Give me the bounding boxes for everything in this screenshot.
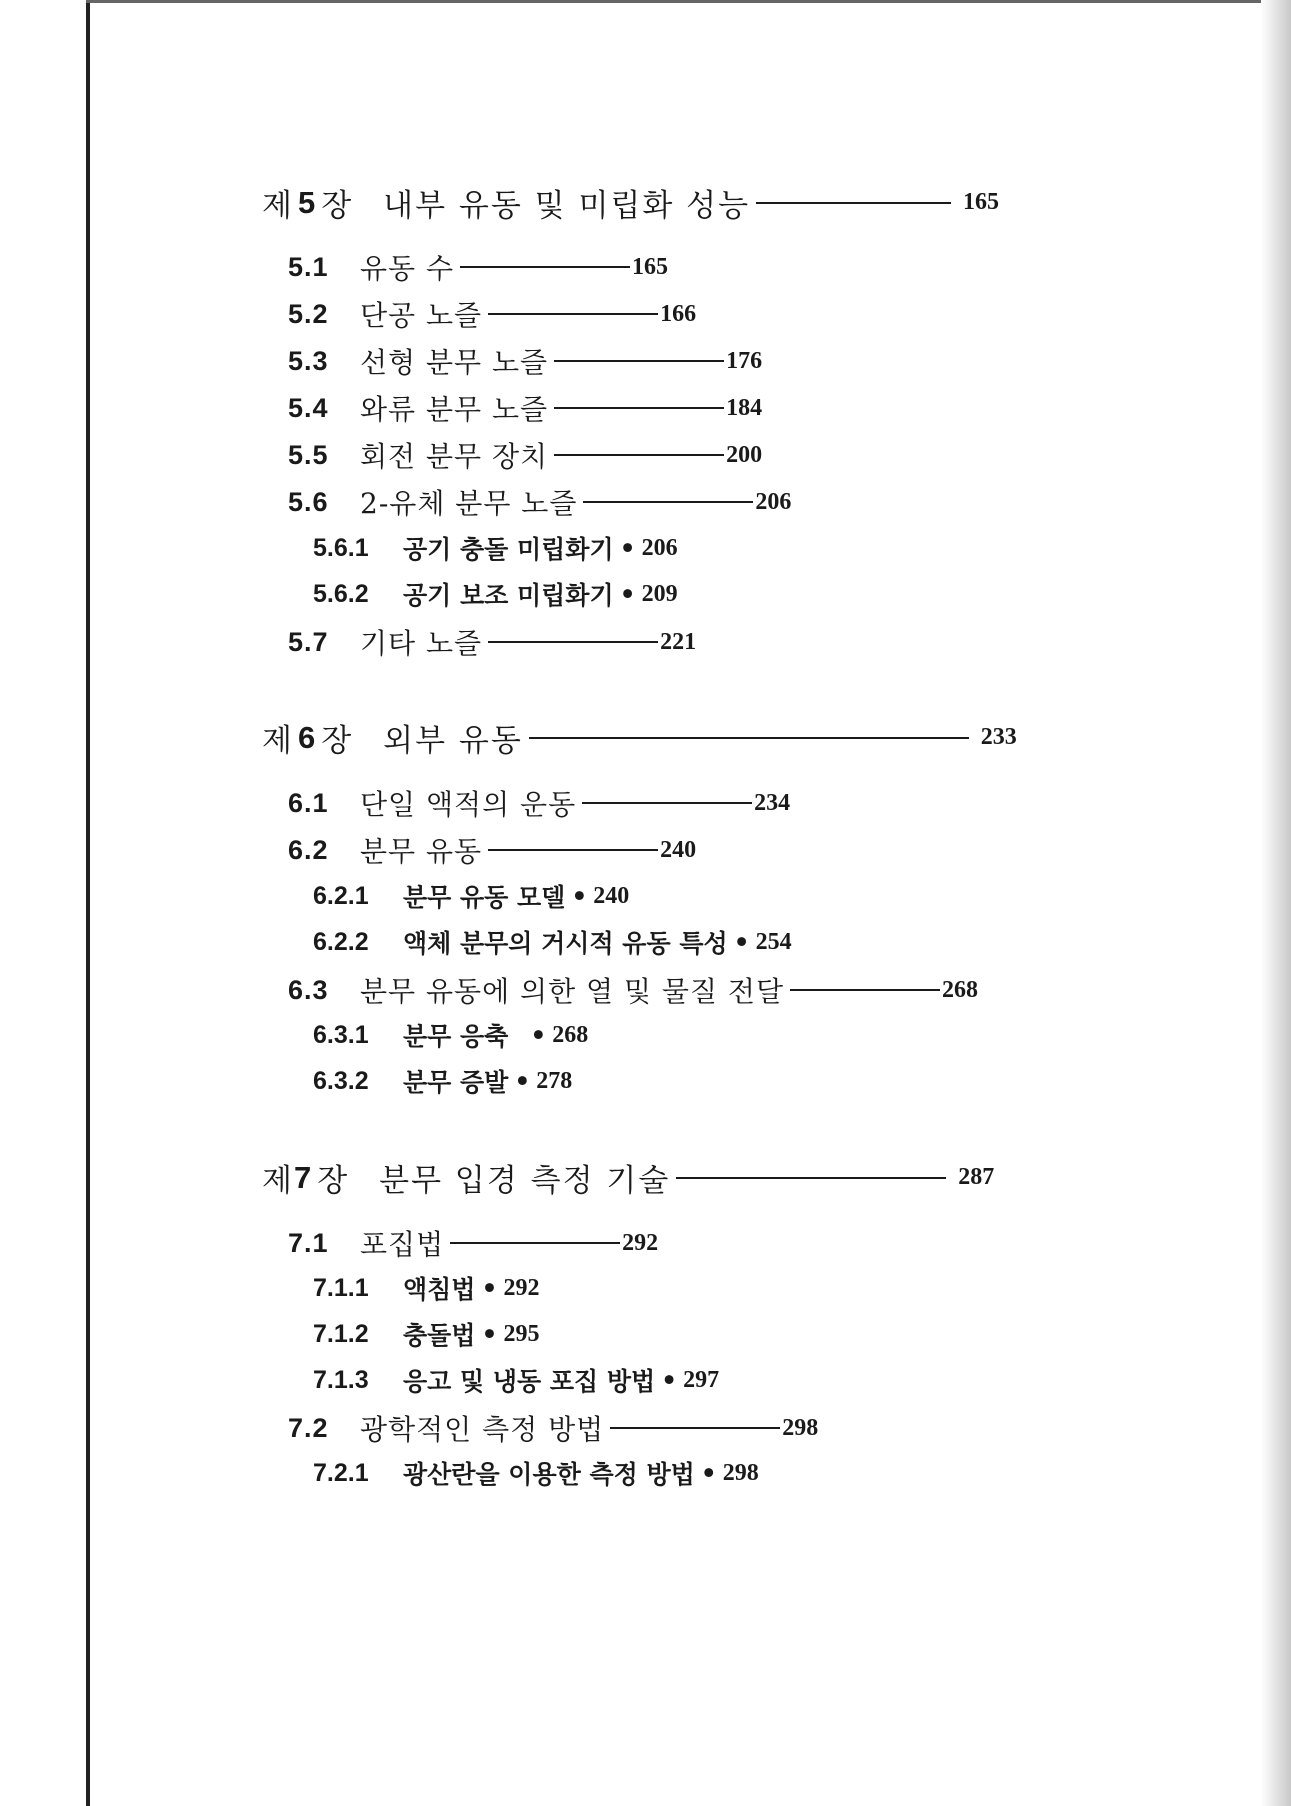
subsection-page-number: 254 [755,928,792,955]
chapter-title: 외부 유동 [383,723,523,759]
toc-section-6-1[interactable] [288,783,790,823]
leader-line [676,1177,946,1179]
section-title: 광학적인 측정 방법 [360,1413,605,1446]
section-page-number: 234 [754,789,791,816]
section-page-number: 165 [632,253,669,280]
chapter-number: 6 [297,719,318,755]
chapter-number: 7 [293,1159,314,1195]
section-page-number: 206 [755,488,792,515]
chapter-page-number: 287 [958,1164,995,1190]
subsection-title: 분무 증발 [403,1068,509,1097]
leader-line [450,1242,620,1244]
section-page-number: 166 [660,300,697,327]
section-page-number: 298 [782,1414,819,1441]
bullet-separator: • [619,579,636,609]
leader-line [529,737,969,739]
section-title: 기타 노즐 [360,627,483,660]
subsection-page-number: 240 [593,882,630,909]
section-title: 와류 분무 노즐 [360,393,549,426]
section-title: 분무 유동에 의한 열 및 물질 전달 [360,975,785,1008]
bullet-separator: • [514,1066,531,1096]
subsection-number: 6.2.2 [313,927,369,956]
section-title: 포집법 [360,1228,445,1261]
section-number: 5.1 [288,251,329,282]
page-edge-shadow [1261,0,1291,1806]
subsection-number: 5.6.1 [313,533,369,562]
bullet-separator: • [571,881,588,911]
chapter-prefix: 제 [262,1163,294,1199]
toc-subsection-5-6-2[interactable] [313,576,678,612]
chapter-prefix: 제 [262,723,294,759]
subsection-page-number: 268 [552,1021,589,1048]
subsection-page-number: 206 [641,534,678,561]
toc-section-7-1[interactable] [288,1223,658,1263]
toc-section-5-6[interactable] [288,482,791,522]
leader-line [488,641,658,643]
toc-section-5-1[interactable] [288,247,668,287]
chapter-page-number: 233 [980,724,1017,750]
subsection-number: 7.1.3 [313,1365,369,1394]
section-number: 6.2 [288,834,329,865]
chapter-heading-7[interactable] [262,1155,994,1200]
toc-section-6-2[interactable] [288,830,696,870]
leader-line [554,360,724,362]
subsection-number: 5.6.2 [313,579,369,608]
bullet-separator: • [481,1273,498,1303]
leader-line [583,501,753,503]
section-number: 5.4 [288,392,329,423]
chapter-suffix: 장 [317,1163,350,1199]
chapter-heading-6[interactable] [262,715,1017,760]
subsection-number: 7.1.2 [313,1319,369,1348]
subsection-page-number: 278 [536,1067,573,1094]
chapter-title: 분무 입경 측정 기술 [379,1163,671,1199]
toc-subsection-7-1-1[interactable] [313,1270,539,1306]
page-left-border [86,0,90,1806]
section-number: 7.1 [288,1227,329,1258]
chapter-title: 내부 유동 및 미립화 성능 [383,188,751,224]
subsection-title: 액체 분무의 거시적 유동 특성 [403,929,728,958]
toc-subsection-6-3-1[interactable] [313,1017,588,1053]
chapter-prefix: 제 [262,188,294,224]
subsection-number: 7.2.1 [313,1458,369,1487]
subsection-title: 충돌법 [403,1321,476,1350]
chapter-heading-5[interactable] [262,180,999,225]
subsection-number: 7.1.1 [313,1273,369,1302]
subsection-number: 6.3.1 [313,1020,369,1049]
leader-line [756,202,951,204]
section-page-number: 292 [622,1229,659,1256]
toc-section-6-3[interactable] [288,970,978,1010]
section-number: 5.7 [288,626,329,657]
leader-line [582,802,752,804]
subsection-page-number: 295 [503,1320,540,1347]
section-number: 5.5 [288,439,329,470]
bullet-separator: • [733,927,750,957]
leader-line [554,454,724,456]
subsection-title: 공기 충돌 미립화기 [403,535,614,564]
subsection-title: 분무 응축 [403,1022,509,1051]
toc-subsection-6-2-2[interactable] [313,924,792,960]
section-title: 유동 수 [360,252,455,285]
subsection-page-number: 298 [722,1459,759,1486]
subsection-title: 응고 및 냉동 포집 방법 [403,1367,656,1396]
toc-section-5-5[interactable] [288,435,762,475]
chapter-suffix: 장 [321,723,354,759]
chapter-page-number: 165 [963,189,1000,215]
bullet-separator: • [481,1319,498,1349]
toc-subsection-6-3-2[interactable] [313,1063,572,1099]
section-page-number: 184 [726,394,763,421]
section-title: 선형 분무 노즐 [360,346,549,379]
section-title: 분무 유동 [360,835,483,868]
section-page-number: 221 [660,628,697,655]
section-title: 2-유체 분무 노즐 [360,487,578,520]
leader-line [488,849,658,851]
page-top-border [86,0,1291,3]
subsection-title: 광산란을 이용한 측정 방법 [403,1460,695,1489]
toc-subsection-7-1-3[interactable] [313,1362,719,1398]
toc-subsection-7-1-2[interactable] [313,1316,539,1352]
toc-section-5-2[interactable] [288,294,696,334]
subsection-title: 분무 유동 모델 [403,883,566,912]
bullet-separator: • [700,1458,717,1488]
toc-section-5-4[interactable] [288,388,762,428]
toc-subsection-6-2-1[interactable] [313,878,629,914]
chapter-suffix: 장 [321,188,354,224]
bullet-separator: • [530,1020,547,1050]
section-number: 7.2 [288,1412,329,1443]
subsection-number: 6.2.1 [313,881,369,910]
toc-section-5-7[interactable] [288,622,696,662]
section-title: 단공 노즐 [360,299,483,332]
toc-subsection-7-2-1[interactable] [313,1455,759,1491]
leader-line [460,266,630,268]
subsection-page-number: 209 [641,580,678,607]
subsection-page-number: 292 [503,1274,540,1301]
chapter-number: 5 [297,184,318,220]
leader-line [488,313,658,315]
section-number: 5.6 [288,486,329,517]
toc-subsection-5-6-1[interactable] [313,530,678,566]
section-page-number: 240 [660,836,697,863]
bullet-separator: • [619,533,636,563]
subsection-number: 6.3.2 [313,1066,369,1095]
section-title: 단일 액적의 운동 [360,788,577,821]
toc-section-5-3[interactable] [288,341,762,381]
section-number: 6.1 [288,787,329,818]
subsection-title: 공기 보조 미립화기 [403,581,614,610]
section-number: 6.3 [288,974,329,1005]
subsection-title: 액침법 [403,1275,476,1304]
section-number: 5.3 [288,345,329,376]
section-page-number: 268 [942,976,979,1003]
section-page-number: 200 [726,441,763,468]
section-title: 회전 분무 장치 [360,440,549,473]
bullet-separator: • [661,1365,678,1395]
toc-section-7-2[interactable] [288,1408,818,1448]
leader-line [790,989,940,991]
subsection-page-number: 297 [683,1366,720,1393]
section-number: 5.2 [288,298,329,329]
leader-line [554,407,724,409]
section-page-number: 176 [726,347,763,374]
leader-line [610,1427,780,1429]
